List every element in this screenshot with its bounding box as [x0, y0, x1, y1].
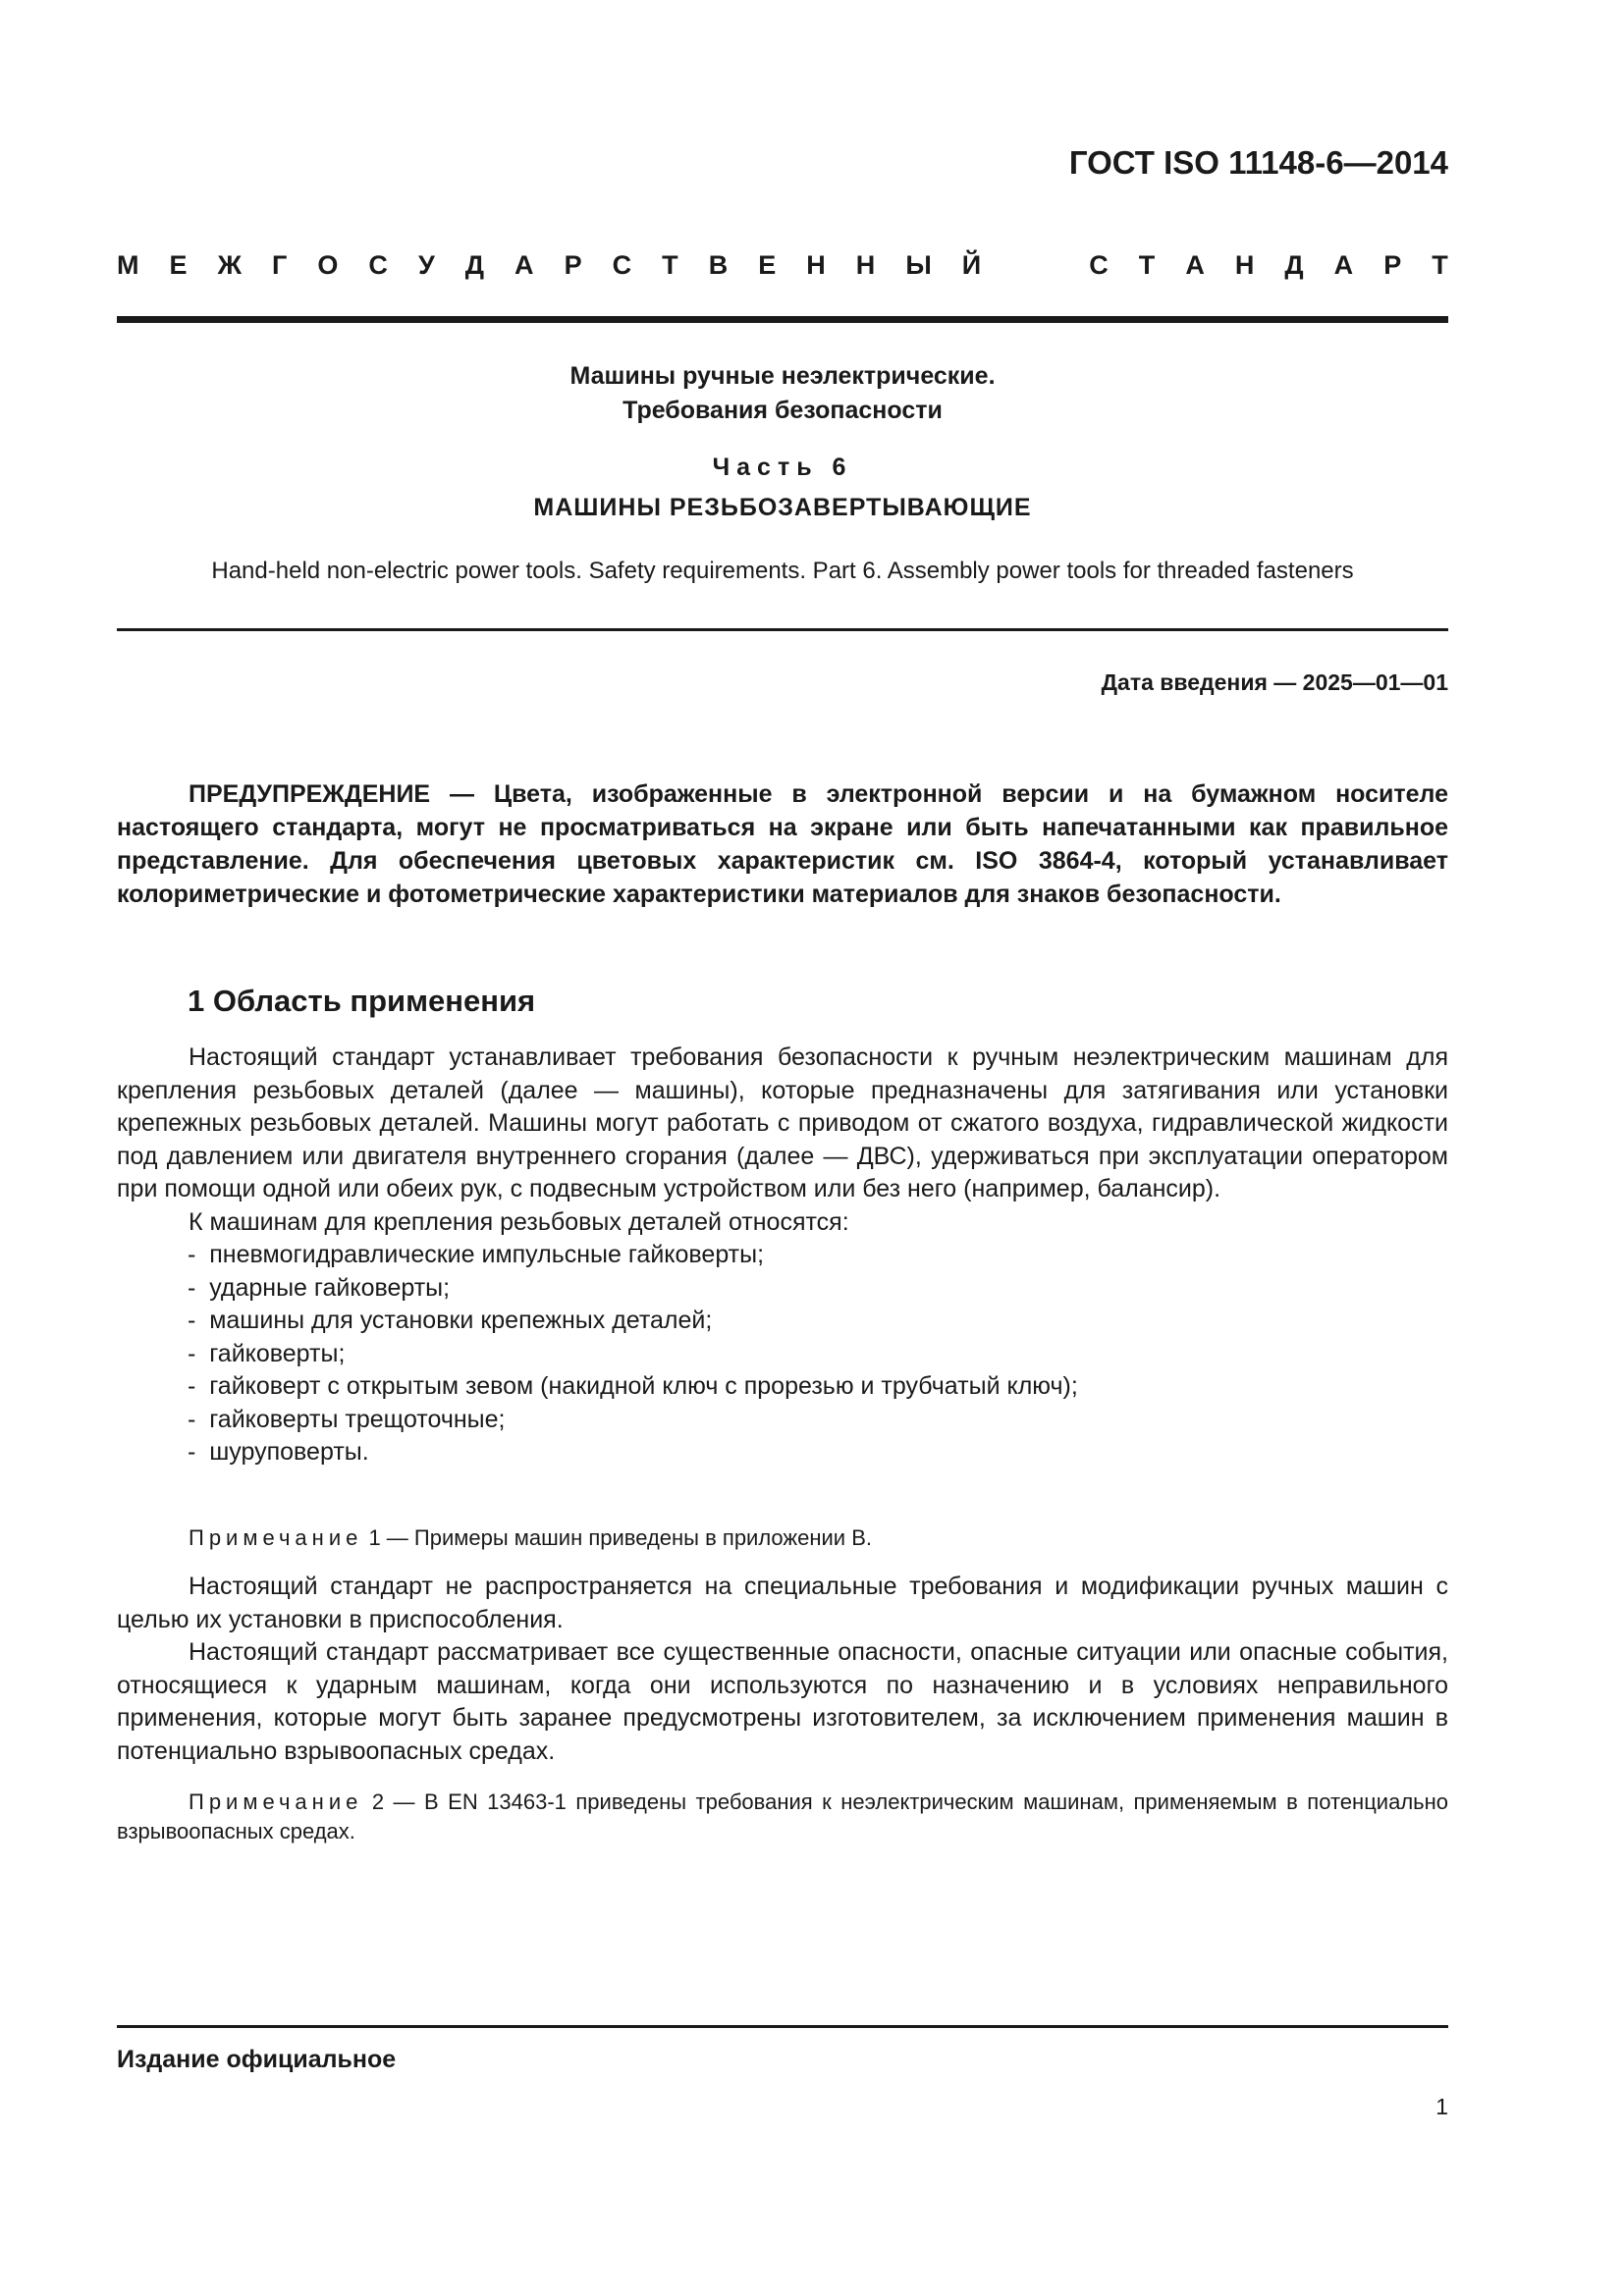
part-name: МАШИНЫ РЕЗЬБОЗАВЕРТЫВАЮЩИЕ [533, 494, 1032, 521]
list-item: - шуруповерты. [188, 1436, 1448, 1469]
banner-word1-letter: Е [758, 250, 777, 280]
scope-body [117, 1041, 1448, 1469]
banner-word1-letter: Ы [905, 250, 932, 280]
note-2-label: Примечание [189, 1789, 363, 1814]
banner-word2-letter: Д [1284, 250, 1304, 280]
note-2 [117, 1788, 1448, 1846]
banner-word1-letter: Ж [217, 250, 242, 280]
document-title [117, 359, 1448, 428]
list-item: - машины для установки крепежных деталей; [188, 1305, 1448, 1338]
footer-rule [117, 2025, 1448, 2028]
tool-list [117, 1239, 1448, 1469]
banner-word2-letter: Т [1432, 250, 1448, 280]
banner-word1-letter: А [514, 250, 534, 280]
note-2-text: 2 — В EN 13463-1 приведены требования к неэлектрическим машинам, применяемым в потенциально взрывоопасных средах. [117, 1789, 1448, 1843]
list-item: - пневмогидравлические импульсные гайковерты; [188, 1239, 1448, 1272]
banner-word2-letter: Р [1383, 250, 1402, 280]
banner-word1-letter: Р [564, 250, 582, 280]
part-number: Часть 6 [712, 454, 853, 481]
banner-word2-letter: Н [1234, 250, 1255, 280]
page-number: 1 [1435, 2094, 1448, 2119]
banner-word2-letter: А [1333, 250, 1354, 280]
section-heading: 1 Область применения [188, 984, 536, 1018]
warning-block [117, 777, 1448, 911]
banner-word2-letter: Т [1138, 250, 1156, 280]
banner-word1-letter: В [708, 250, 729, 280]
list-item: - гайковерт с открытым зевом (накидной ключ с прорезью и трубчатый ключ); [188, 1370, 1448, 1404]
edition-label: Издание официальное [117, 2046, 397, 2073]
banner-word1-letter: О [317, 250, 339, 280]
title-line-1: Машины ручные неэлектрические. [569, 362, 996, 390]
banner-word2-letter: С [1089, 250, 1109, 280]
banner-word1-letter: Г [272, 250, 288, 280]
warning-text: ПРЕДУПРЕЖДЕНИЕ — Цвета, изображенные в электронной версии и на бумажном носителе настоящего стандарта, могут не просматриваться на экране или быть напечатанными как правильное представление. Для обеспечения цветовых характеристик см. ISO 3864-4, который устанавливает колориметрические и фотометрические характеристики материалов для знаков безопасности. [117, 780, 1448, 908]
list-item: - ударные гайковерты; [188, 1272, 1448, 1306]
scope-paragraph-2: Настоящий стандарт не распространяется на специальные требования и модификации ручных машин с целью их установки в приспособления. [117, 1573, 1448, 1633]
banner-word1-letter: Т [662, 250, 678, 280]
scope-body-2 [117, 1571, 1448, 1768]
banner-word1-letter: Н [806, 250, 826, 280]
banner-word1-letter: У [417, 250, 435, 280]
banner-word1-letter: С [612, 250, 632, 280]
effective-date: Дата введения — 2025—01—01 [1101, 669, 1448, 695]
title-rule [117, 628, 1448, 631]
header-rule [117, 316, 1448, 323]
banner-word1-letter: С [368, 250, 388, 280]
banner-word1-letter: Й [961, 250, 982, 280]
banner-word1-letter: Е [169, 250, 188, 280]
banner-word2-letter: А [1185, 250, 1205, 280]
note-1-text: 1 — Примеры машин приведены в приложении В. [362, 1525, 872, 1550]
scope-paragraph-3: Настоящий стандарт рассматривает все существенные опасности, опасные ситуации или опасные события, относящиеся к ударным машинам, когда они используются по назначению и в условиях неправильного применения, которые могут быть заранее предусмотрены изготовителем, за исключением применения машин в потенциально взрывоопасных средах. [117, 1638, 1448, 1765]
note-1-label: Примечание [189, 1525, 363, 1550]
scope-paragraph-1: Настоящий стандарт устанавливает требования безопасности к ручным неэлектрическим машинам для крепления резьбовых деталей (далее — машины), которые предназначены для затягивания или установки крепежных резьбовых деталей. Машины могут работать с приводом от сжатого воздуха, гидравлической жидкости под давлением или двигателя внутреннего сгорания (далее — ДВС), удерживаться при эксплуатации оператором при помощи одной или обеих рук, с подвесным устройством или без него (например, балансир). [117, 1043, 1448, 1202]
english-title: Hand-held non-electric power tools. Safety requirements. Part 6. Assembly power tools for threaded fasteners [211, 558, 1354, 584]
banner-word1-letter: Н [855, 250, 876, 280]
list-item: - гайковерты трещоточные; [188, 1404, 1448, 1437]
note-1 [117, 1523, 1448, 1553]
banner-word1-letter: Д [464, 250, 485, 280]
standard-code: ГОСТ ISO 11148-6—2014 [1068, 144, 1448, 181]
title-line-2: Требования безопасности [623, 397, 943, 424]
banner-word1-letter: М [117, 250, 139, 280]
list-item: - гайковерты; [188, 1338, 1448, 1371]
standard-banner [117, 250, 1448, 281]
banner-word-gap [1011, 250, 1058, 281]
list-intro: К машинам для крепления резьбовых деталей относятся: [189, 1207, 849, 1236]
